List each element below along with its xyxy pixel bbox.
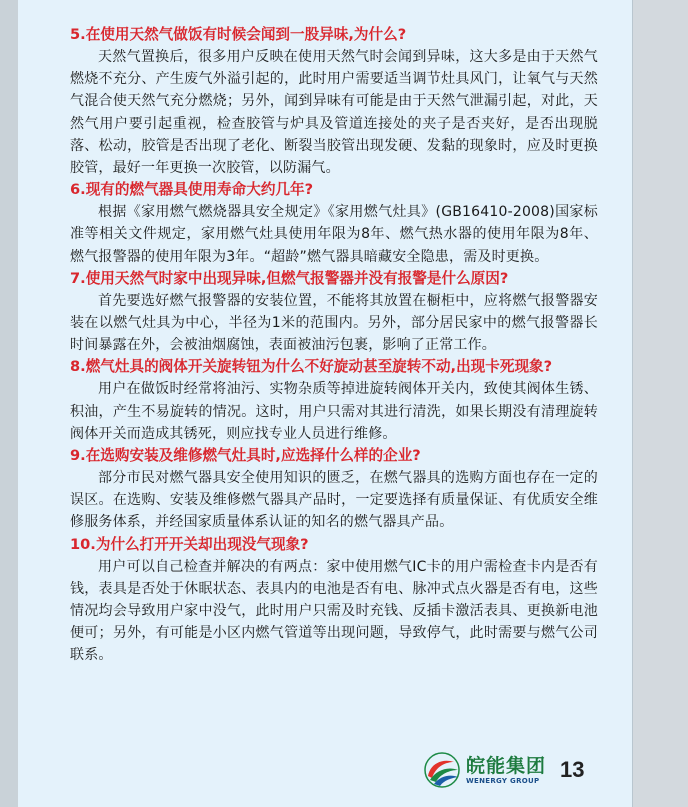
faq-item-8 (70, 356, 598, 445)
faq-item-5 (70, 24, 598, 179)
faq-question: 9.在选购安装及维修燃气灶具时,应选择什么样的企业? (70, 447, 421, 465)
page-footer (422, 748, 585, 792)
page-number: 13 (560, 757, 585, 782)
brand-name-cn: 皖能集团 (466, 754, 547, 777)
faq-question: 8.燃气灶具的阀体开关旋转钮为什么不好旋动甚至旋转不动,出现卡死现象? (70, 358, 553, 376)
faq-list (70, 24, 598, 667)
faq-answer: 首先要选好燃气报警器的安装位置，不能将其放置在橱柜中，应将燃气报警器安装在以燃气灶具为中心，半径为1米的范围内。另外，部分居民家中的燃气报警器长时间暴露在外，会被油烟腐蚀，表面被油污包裹，影响了正常工作。 (70, 292, 598, 354)
brand-name-en: WENERGY GROUP (466, 776, 540, 785)
faq-item-7 (70, 268, 598, 357)
faq-answer: 用户可以自己检查并解决的有两点：家中使用燃气IC卡的用户需检查卡内是否有钱，表具是否处于休眠状态、表具内的电池是否有电、脉冲式点火器是否有电，这些情况均会导致用户家中没气，此时用户只需及时充钱、反插卡激活表具、更换新电池便可；另外，有可能是小区内燃气管道等出现问题，导致停气，此时需要与燃气公司联系。 (70, 558, 598, 664)
faq-item-10 (70, 534, 598, 667)
faq-question: 10.为什么打开开关却出现没气现象? (70, 535, 309, 553)
brand-name (466, 755, 546, 786)
document-page (18, 0, 633, 807)
wenergy-logo-icon (422, 750, 462, 790)
faq-question: 7.使用天然气时家中出现异味,但燃气报警器并没有报警是什么原因? (70, 269, 509, 287)
faq-answer: 天然气置换后，很多用户反映在使用天然气时会闻到异味，这大多是由于天然气燃烧不充分、产生废气外溢引起的，此时用户需要适当调节灶具风门，让氧气与天然气混合使天然气充分燃烧；另外，闻到异味有可能是由于天然气泄漏引起，对此，天然气用户要引起重视，检查胶管与炉具及管道连接处的夹子是否夹好，是否出现脱落、松动，胶管是否出现了老化、断裂当胶管出现发硬、发黏的现象时，应及时更换胶管，最好一年更换一次胶管，以防漏气。 (70, 49, 598, 177)
book-spine-shadow (0, 0, 18, 807)
faq-item-9 (70, 445, 598, 534)
faq-answer: 根据《家用燃气燃烧器具安全规定》《家用燃气灶具》(GB16410-2008)国家标准等相关文件规定，家用燃气灶具使用年限为8年、燃气热水器的使用年限为8年、燃气报警器的使用年限为3年。“超龄”燃气器具暗藏安全隐患，需及时更换。 (70, 204, 598, 265)
faq-question: 5.在使用天然气做饭有时候会闻到一股异味,为什么? (70, 26, 407, 43)
faq-answer: 用户在做饭时经常将油污、实物杂质等掉进旋转阀体开关内，致使其阀体生锈、积油，产生不易旋转的情况。这时，用户只需对其进行清洗，如果长期没有清理旋转阀体开关而造成其锈死，则应找专业人员进行维修。 (70, 381, 598, 442)
faq-question: 6.现有的燃气器具使用寿命大约几年? (70, 181, 314, 199)
faq-item-6 (70, 179, 598, 268)
faq-answer: 部分市民对燃气器具安全使用知识的匮乏，在燃气器具的选购方面也存在一定的误区。在选购、安装及维修燃气器具产品时，一定要选择有质量保证、有优质安全维修服务体系，并经国家质量体系认证的知名的燃气器具产品。 (70, 470, 598, 531)
adjacent-page-margin (632, 0, 688, 807)
